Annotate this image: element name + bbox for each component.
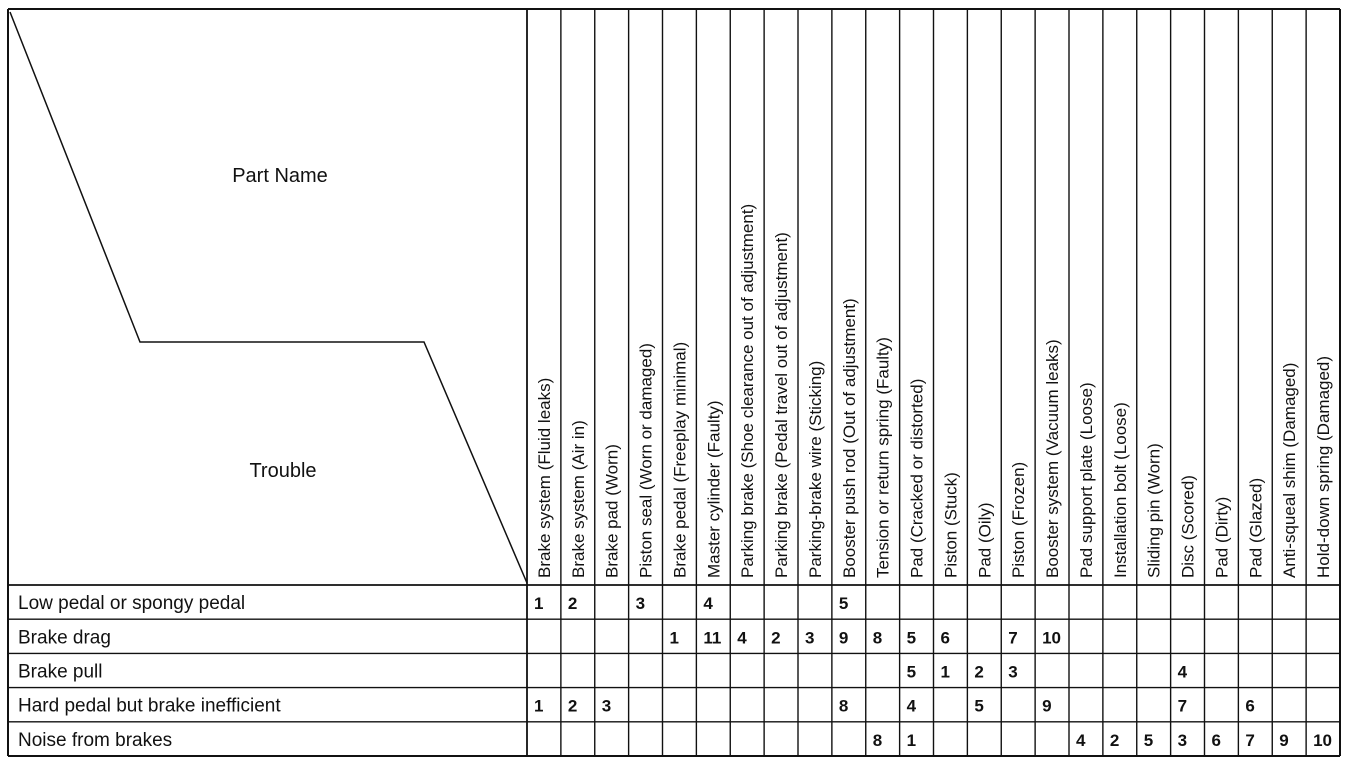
- corner-divider: [10, 12, 527, 583]
- column-header: Parking brake (Shoe clearance out of adjustment): [738, 203, 758, 578]
- column-header: Sliding pin (Worn): [1144, 443, 1164, 578]
- cell-value: 2: [567, 696, 578, 716]
- cell-value: 8: [838, 696, 849, 716]
- column-header: Pad support plate (Loose): [1076, 382, 1096, 578]
- column-header: Hold-down spring (Damaged): [1314, 355, 1334, 578]
- column-header: Master cylinder (Faulty): [704, 400, 724, 578]
- cell-value: 3: [635, 594, 646, 614]
- column-header: Brake system (Air in): [568, 420, 588, 578]
- cell-value: 5: [906, 628, 917, 648]
- cell-value: 2: [974, 662, 984, 682]
- cell-value: 7: [1245, 730, 1255, 750]
- column-header: Anti-squeal shim (Damaged): [1280, 362, 1300, 578]
- cell-value: 5: [838, 594, 849, 614]
- cell-value: 5: [974, 696, 984, 716]
- trouble-label: Trouble: [249, 460, 317, 482]
- cell-value: 10: [1313, 730, 1333, 750]
- cell-value: 1: [669, 628, 679, 648]
- cell-value: 2: [567, 594, 578, 614]
- part-name-label: Part Name: [232, 165, 328, 187]
- cell-value: 1: [534, 696, 544, 716]
- column-header: Booster system (Vacuum leaks): [1043, 339, 1063, 578]
- cell-value: 1: [906, 730, 917, 750]
- cell-value: 4: [1177, 662, 1188, 682]
- row-label: Low pedal or spongy pedal: [18, 593, 246, 615]
- row-label: Brake drag: [18, 627, 111, 649]
- cell-value: 4: [737, 628, 747, 648]
- row-labels: [18, 593, 281, 751]
- cell-value: 3: [805, 628, 815, 648]
- cell-value: 1: [534, 594, 544, 614]
- cell-value: 9: [1279, 730, 1289, 750]
- column-header: Disc (Scored): [1178, 475, 1198, 578]
- cell-value: 2: [771, 628, 781, 648]
- cell-value: 6: [940, 628, 950, 648]
- column-header: Parking brake (Pedal travel out of adjustment): [772, 232, 792, 578]
- column-header: Tension or return spring (Faulty): [873, 337, 893, 578]
- column-header: Pad (Dirty): [1212, 496, 1232, 578]
- cell-value: 9: [1042, 696, 1052, 716]
- cell-value: 7: [1177, 696, 1188, 716]
- cell-value: 4: [1076, 730, 1086, 750]
- column-header: Pad (Glazed): [1246, 477, 1266, 578]
- column-header: Piston (Stuck): [941, 472, 961, 578]
- column-header: Parking-brake wire (Sticking): [805, 360, 825, 578]
- column-header: Booster push rod (Out of adjustment): [839, 298, 859, 578]
- cell-value: 3: [1177, 730, 1188, 750]
- row-label: Brake pull: [18, 661, 103, 683]
- column-header: Installation bolt (Loose): [1110, 402, 1130, 578]
- cell-value: 9: [838, 628, 849, 648]
- column-header: Brake system (Fluid leaks): [534, 377, 554, 578]
- column-header: Pad (Cracked or distorted): [907, 378, 927, 578]
- column-header: Piston seal (Worn or damaged): [636, 343, 656, 578]
- cell-value: 5: [1143, 730, 1154, 750]
- column-header: Piston (Frozen): [1009, 461, 1029, 578]
- cell-value: 5: [906, 662, 917, 682]
- corner-cell: [10, 12, 527, 583]
- column-header: Brake pedal (Freeplay minimal): [670, 341, 690, 578]
- cell-value: 3: [601, 696, 612, 716]
- cell-value: 1: [940, 662, 950, 682]
- cell-value: 7: [1008, 628, 1018, 648]
- cell-value: 4: [906, 696, 917, 716]
- row-label: Hard pedal but brake inefficient: [18, 695, 281, 717]
- cell-value: 8: [872, 628, 883, 648]
- column-header: Pad (Oily): [975, 502, 995, 578]
- cell-value: 3: [1008, 662, 1018, 682]
- cell-value: 4: [703, 594, 713, 614]
- column-header: Brake pad (Worn): [602, 444, 622, 578]
- row-label: Noise from brakes: [18, 729, 173, 751]
- cell-value: 10: [1042, 628, 1062, 648]
- cell-value: 2: [1109, 730, 1120, 750]
- cell-value: 6: [1211, 730, 1221, 750]
- cell-value: 8: [872, 730, 883, 750]
- cell-value: 11: [703, 628, 722, 648]
- cell-value: 6: [1245, 696, 1255, 716]
